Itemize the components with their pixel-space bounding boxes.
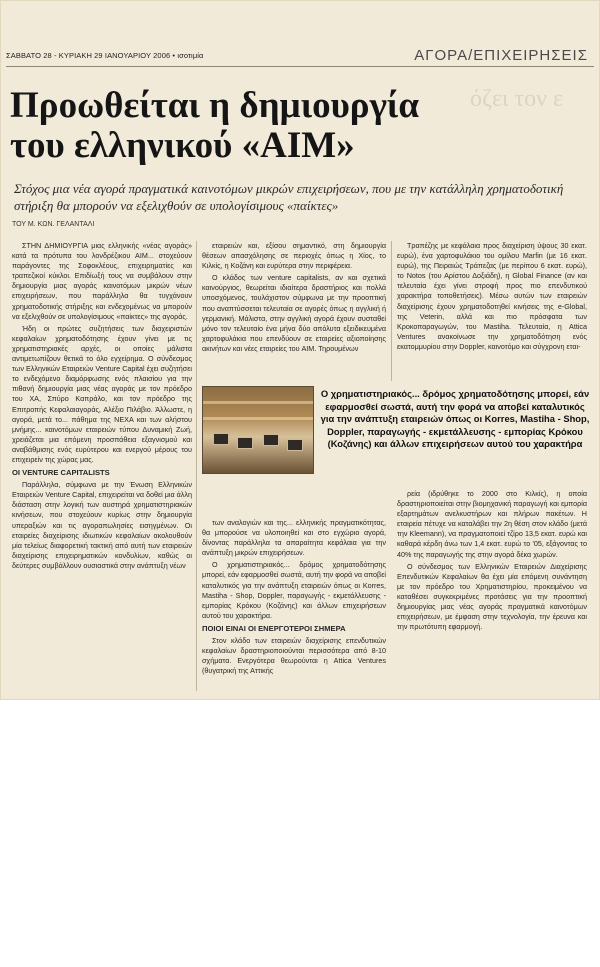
paragraph: Ο χρηματιστηριακός... δρόμος χρηματοδότησης μπορεί, εάν εφαρμοσθεί σωστά, αυτή την φορά να αποβεί καταλυτικός για την ανάπτυξη εταιρειών όπως οι Korres, Mastiha - Shop, Doppler, παραγωγής - εκμετάλλευσης - εμπορίας Κρόκου (Κοζάνης) και άλλων επιχειρήσεων αυτού του χαρακτήρα.: [202, 560, 386, 620]
paragraph: Ήδη οι πρώτες συζητήσεις των διαχειριστών κεφαλαίων χρηματοδότησης έχουν γίνει με τις χρηματιστηριακές αρχές, οι οποίες μάλιστα αντιμετωπίζουν θετικά το όλο εγχείρημα. Ο σύνδεσμος των Ελληνικών Εταιρειών Venture Capital έχει συζητήσει το ενδεχόμενο διαμόρφωσης ενός πλαισίου για την πιθανή δημιουργία μιας νέας αγοράς με τον πρόεδρο του ΧΑ, Σπύρο Καπράλο, και τον πρόεδρο της Επιτροπής Κεφαλαιαγοράς, Αλέξιο Πιλάβιο. Άλλωστε, η αγορά, μετά το... πάθημα της ΝΕΧΑ και των αλήστου μνήμης... καινοτόμων εταιρειών τύπου Δυναμική Ζωή, χρειάζεται μια επόμενη προσπάθεια εξαγνισμού και αναβάθμισης ενός ευρύτερου και ενεργού μέρους του επιχειρείν της χώρας μας.: [12, 323, 192, 464]
subheading: ΠΟΙΟΙ ΕΙΝΑΙ ΟΙ ΕΝΕΡΓΟΤΕΡΟΙ ΣΗΜΕΡΑ: [202, 623, 346, 633]
byline: ΤΟΥ Μ. ΚΩΝ. ΓΕΛΑΝΤΑΛΙ: [12, 221, 95, 228]
column-3-top: [397, 241, 587, 377]
paragraph: Τραπέζης με κεφάλαια προς διαχείριση ύψους 30 εκατ. ευρώ), ένα χαρτοφυλάκιο του ομίλου Marfin (με 16 εκατ. ευρώ), της Πειραιώς Τράπεζας (με περίπου 6 εκατ. ευρώ), το Notos (του Αρίστου Δοξιάδη), η Global Finance (αν και τελευταία έχει γίνει στροφή προς πιο επενδυτικού χαρακτήρα τοποθετήσεις). Μέσω αυτών των εταιρειών διαχείρισης έχουν χρηματοδοτηθεί κινήσεις της e-Global, της Veterin, αλλά και πιο πρόσφατα των Κροκοπαραγωγών, του Mastiha. Τελευταία, η Attica Ventures ανακοίνωσε την χρηματοδότηση ενός εκατομμυρίου στην Doppler, καινοτόμο και σύγχρονη εται-: [397, 241, 587, 351]
headline-line-1: Προωθείται η δημιουργία: [10, 85, 420, 126]
paragraph: Στον κλάδο των εταιρειών διαχείρισης επενδυτικών κεφαλαίων δραστηριοποιούνται περισσότερα από 8-10 σχήματα. Ενεργότερα θεωρούνται η Attica Ventures (θυγατρική της Αττικής: [202, 636, 386, 676]
page-header: [6, 44, 594, 67]
bleed-through-text: όζει τον ε: [470, 86, 564, 112]
paragraph: Παράλληλα, σύμφωνα με την Ένωση Ελληνικών Εταιρειών Venture Capital, επιχειρείται να δοθεί μια άλλη διάσταση στην λογική των αυστηρά χρηματιστηριακών κινήσεων, που στοχεύουν κυρίως στην δημιουργία υπεραξιών και τις αγοραπωλησίες εισηγμένων. Οι εταιρείες διαχείρισης ιδιωτικών κεφαλαίων ακολουθούν μία τελείως διαφορετική τακτική από αυτή των εταιρειών διαχείρισης επιχειρηματικών κονδυλίων, καθώς οι δεύτερες συμβάλλουν ουσιαστικά στην ανάπτυξη νέων: [12, 480, 192, 570]
paragraph: των αναλογιών και της... ελληνικής πραγματικότητας, θα μπορούσε να υλοποιηθεί και στο εγχώριο αγορά, δίνοντας παράλληλα τα απαραίτητα κεφάλαια για την ανάπτυξη μικρών επιχειρήσεων.: [202, 518, 386, 558]
column-3-bottom: [397, 489, 587, 692]
column-2-bottom: [202, 518, 386, 692]
column-1: [12, 241, 192, 690]
paragraph: Ο κλάδος των venture capitalists, αν και σχετικά καινούργιος, θεωρείται ιδιαίτερα δραστήριος και πολλά υποσχόμενος, τουλάχιστον σύμφωνα με την προοπτική που αναπτύσσεται τελευταία σε αγορές όπως η αγγλική ή γερμανική. Μάλιστα, στην αγγλική αγορά έχουν συσταθεί μόνο τον τελευταίο ένα μήνα δύο απόλυτα εξειδικευμένα χαρτοφυλάκια που επενδύουν σε εταιρείες αξιοποίησης ακινήτων και νέες εταιρείες του AIM. Τηρουμένων: [202, 273, 386, 353]
section-tag: ΑΓΟΡΑ/ΕΠΙΧΕΙΡΗΣΕΙΣ: [414, 46, 588, 64]
paragraph: ρεία (ιδρύθηκε το 2000 στο Κιλκίς), η οποία δραστηριοποιείται στην βιομηχανική παραγωγή και εμπορία εξαρτημάτων ανελκυστήρων και πλήρων πακέτων. Η εταιρεία πέτυχε να καταλάβει την 2η θέση στον κλάδο (μετά την Kleemann), να πραγματοποιεί τζίρο 13,5 εκατ. ευρώ και καθαρά κέρδη άνω των 1,4 εκατ. ευρώ το '05, εξάγοντας το 40% της παραγωγής της στην αγορά δέκα χωρών.: [397, 489, 587, 559]
headline: [10, 86, 510, 166]
headline-line-2: του ελληνικού «AIM»: [10, 125, 355, 166]
column-rule: [391, 241, 392, 381]
column-2-top: [202, 241, 386, 377]
subheading: ΟΙ VENTURE CAPITALISTS: [12, 468, 110, 478]
subhead: Στόχος μια νέα αγορά πραγματικά καινοτόμων μικρών επιχειρήσεων, που με την κατάλληλη χρηματοδοτική στήριξη θα μπορούν να εξελιχθούν σε υπολογίσιμους «παίκτες»: [14, 181, 564, 213]
column-rule: [196, 241, 197, 691]
paragraph: ΣΤΗΝ ΔΗΜΙΟΥΡΓΙΑ μιας ελληνικής «νέας αγοράς» κατά τα πρότυπα του λονδρέζικου AIM... στοχεύουν παράγοντες της Σοφοκλέους, επιχειρηματίες και τραπεζικοί κύκλοι. Επιδίωξή τους να συμβάλουν στην δημιουργία μιας αγοράς καινοτόμων μικρών νέων επιχειρήσεων, που παράλληλα θα τυγχάνουν χρηματοδοτικής στήριξης και ενδεχομένως να μπορούν να εξελιχθούν σε υπολογίσιμους «παίκτες» της αγοράς.: [12, 241, 192, 321]
paragraph: εταιρειών και, εξίσου σημαντικό, στη δημιουργία θέσεων απασχόλησης σε περιοχές όπως η Χίος, το Κιλκίς, η Κοζάνη και ευρύτερα στην περιφέρεια.: [202, 241, 386, 271]
pull-quote: Ο χρηματιστηριακός... δρόμος χρηματοδότησης μπορεί, εάν εφαρμοσθεί σωστά, αυτή την φορά να αποβεί καταλυτικός για την ανάπτυξη εταιρειών όπως οι Korres, Mastiha - Shop, Doppler, παραγωγής - εκμετάλλευσης - εμπορίας Κρόκου (Κοζάνης) και άλλων επιχειρήσεων αυτού του χαρακτήρα: [320, 388, 590, 449]
date-line: ΣΑΒΒΑΤΟ 28 - ΚΥΡΙΑΚΗ 29 ΙΑΝΟΥΑΡΙΟΥ 2006 • ισοτιμία: [6, 50, 204, 60]
trading-floor-photo: [202, 386, 314, 474]
paragraph: Ο σύνδεσμος των Ελληνικών Εταιρειών Διαχείρισης Επενδυτικών Κεφαλαίων θα έχει μία επόμενη συνάντηση με τον πρόεδρο του Χρηματιστηρίου, προκειμένου να καταθέσει συγκεκριμένες προτάσεις για την προοπτική δημιουργίας μιας νέας αγοράς πραγματικά καινοτόμων επιχειρήσεων, με έμφαση στην τεχνολογία, την έρευνα και την πρωτότυπη εφαρμογή.: [397, 561, 587, 632]
